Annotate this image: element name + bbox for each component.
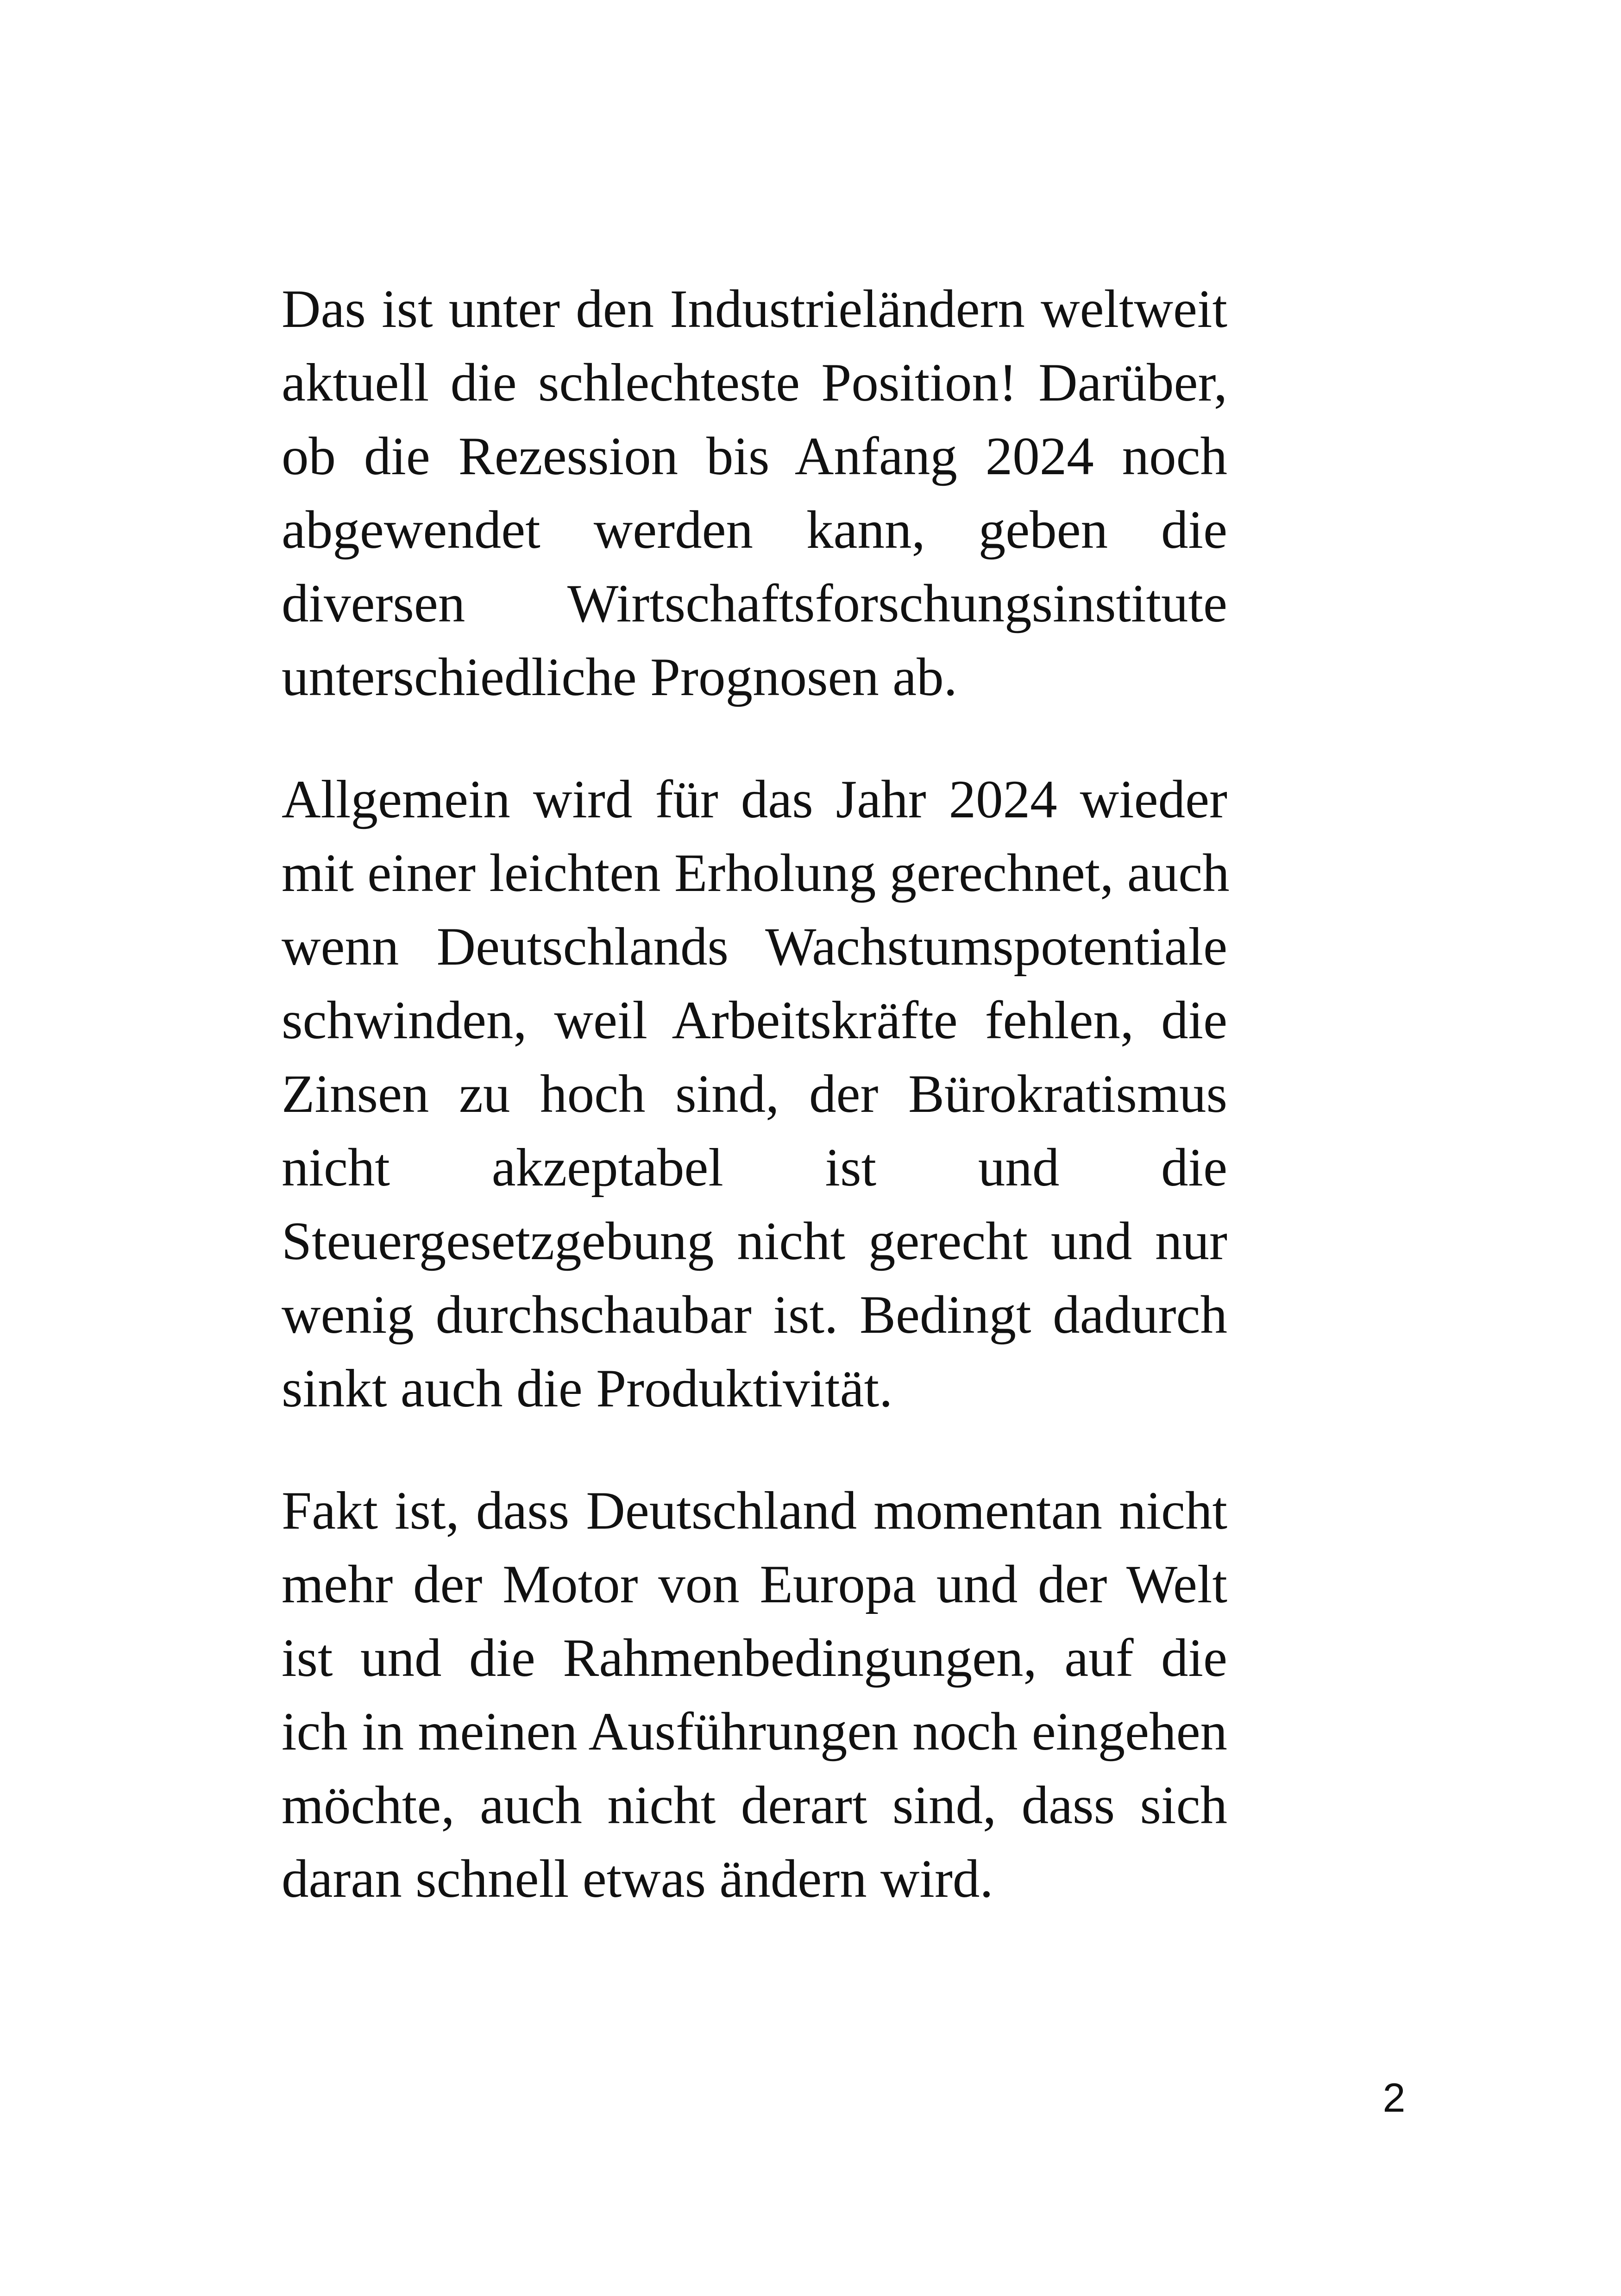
paragraph-2 xyxy=(282,763,1230,1425)
text-line: schwinden, weil Arbeitskräfte fehlen, die xyxy=(282,991,1227,1050)
text-line: Zinsen zu hoch sind, der Bürokratismus xyxy=(282,1064,1227,1124)
text-line: ob die Rezession bis Anfang 2024 noch xyxy=(282,427,1227,486)
text-line: unterschiedliche Prognosen ab. xyxy=(282,647,957,707)
text-line: mit einer leichten Erholung gerechnet, auch xyxy=(282,843,1230,903)
text-line: ist und die Rahmenbedingungen, auf die xyxy=(282,1628,1227,1688)
text-line: nicht akzeptabel ist und die xyxy=(282,1138,1227,1198)
text-line: daran schnell etwas ändern wird. xyxy=(282,1849,993,1909)
text-line: aktuell die schlechteste Position! Darüber, xyxy=(282,353,1227,413)
text-line: Steuergesetzgebung nicht gerecht und nur xyxy=(282,1211,1227,1271)
paragraph-1 xyxy=(282,272,1227,714)
text-line: wenn Deutschlands Wachstumspotentiale xyxy=(282,917,1227,977)
text-line: diversen Wirtschaftsforschungsinstitute xyxy=(282,574,1227,634)
text-line: Das ist unter den Industrieländern weltweit xyxy=(282,279,1227,339)
paragraph-3 xyxy=(282,1474,1227,1916)
text-line: wenig durchschaubar ist. Bedingt dadurch xyxy=(282,1285,1227,1345)
text-line: mehr der Motor von Europa und der Welt xyxy=(282,1555,1227,1614)
text-line: Allgemein wird für das Jahr 2024 wieder xyxy=(282,770,1227,829)
text-line: sinkt auch die Produktivität. xyxy=(282,1359,893,1418)
page-number: 2 xyxy=(1382,2075,1406,2120)
text-line: möchte, auch nicht derart sind, dass sich xyxy=(282,1775,1227,1835)
text-line: ich in meinen Ausführungen noch eingehen xyxy=(282,1702,1227,1762)
body-text xyxy=(282,272,1230,1964)
text-line: Fakt ist, dass Deutschland momentan nicht xyxy=(282,1481,1227,1541)
text-line: abgewendet werden kann, geben die xyxy=(282,500,1227,560)
